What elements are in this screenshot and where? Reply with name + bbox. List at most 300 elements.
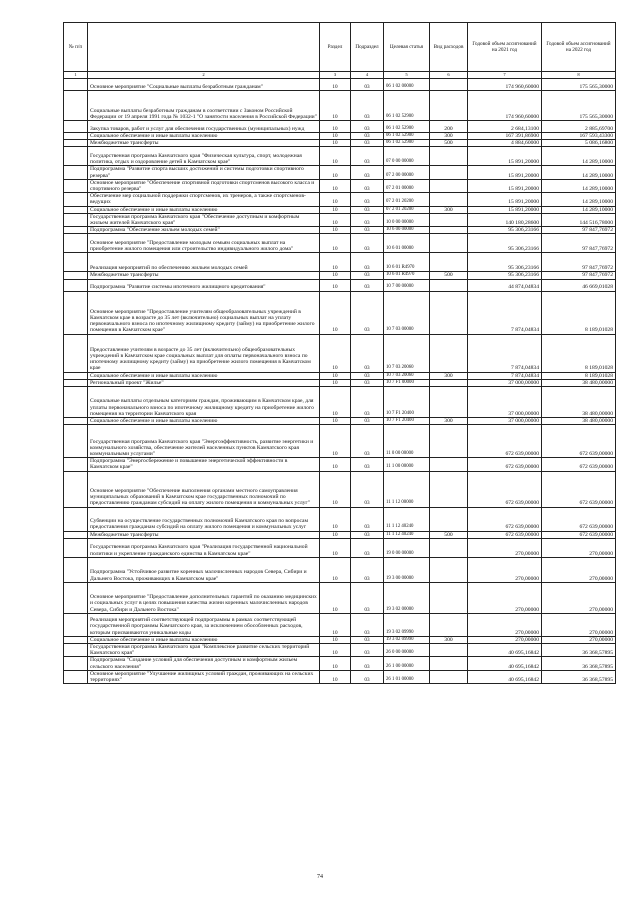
table-row	[64, 670, 616, 683]
table-row	[64, 234, 616, 253]
row-podrazdel-cell: 03	[351, 644, 384, 657]
table-row	[64, 425, 616, 458]
row-sum-2022-cell: 36 368,57895	[542, 644, 616, 657]
row-number-cell	[64, 121, 88, 133]
row-name-cell: Основное мероприятие "Обеспечение выполнения органами местного самоуправления муниципальных образований в Камчатском крае государственных полномочий по предоставлению гражданам субсидий на оплату жилого помещения и коммунальных услуг"	[88, 471, 320, 507]
document-page	[63, 22, 615, 684]
row-podrazdel-cell: 03	[351, 372, 384, 379]
column-number: 5	[384, 72, 430, 79]
row-expense-type-cell: 500	[430, 531, 468, 538]
table-row	[64, 206, 616, 213]
table-row	[64, 213, 616, 226]
row-target-article-cell: 06 1 02 00000	[384, 79, 430, 91]
row-name-cell: Межбюджетные трансферты	[88, 272, 320, 279]
row-podrazdel-cell: 03	[351, 121, 384, 133]
row-sum-2021-cell: 672 639,00000	[468, 507, 542, 531]
row-name-cell: Субвенции на осуществление государственных полномочий Камчатского края по вопросам предоставления гражданам субсидий на оплату жилого помещения и коммунальных услуг	[88, 507, 320, 531]
row-expense-type-cell	[430, 79, 468, 91]
row-name-cell: Государственная программа Камчатского края "Энергоэффективность, развитие энергетики и коммунального хозяйства, обеспечение жителей населенных пунктов Камчатского края коммунальными услугами"	[88, 425, 320, 458]
row-sum-2021-cell: 270,00000	[468, 538, 542, 557]
table-row	[64, 644, 616, 657]
row-number-cell	[64, 425, 88, 458]
row-razdel-cell: 10	[320, 166, 351, 179]
row-podrazdel-cell: 03	[351, 253, 384, 272]
row-target-article-cell: 10 6 01 R4970	[384, 272, 430, 279]
row-sum-2022-cell: 5 086,16800	[542, 140, 616, 147]
table-row	[64, 636, 616, 643]
row-razdel-cell: 10	[320, 636, 351, 643]
row-target-article-cell: 10 7 00 00000	[384, 279, 430, 291]
row-name-cell: Социальное обеспечение и иные выплаты населению	[88, 418, 320, 425]
table-row	[64, 538, 616, 557]
row-expense-type-cell	[430, 279, 468, 291]
table-body	[64, 79, 616, 684]
table-row	[64, 387, 616, 418]
row-name-cell: Межбюджетные трансферты	[88, 140, 320, 147]
row-sum-2022-cell: 270,00000	[542, 636, 616, 643]
row-name-cell: Основное мероприятие "Обеспечение спортивной подготовки спортсменов высокого класса и спортивного резерва"	[88, 179, 320, 192]
row-podrazdel-cell: 03	[351, 458, 384, 471]
table-row	[64, 166, 616, 179]
row-podrazdel-cell: 03	[351, 291, 384, 334]
row-podrazdel-cell: 03	[351, 670, 384, 683]
row-sum-2021-cell: 4 884,60000	[468, 140, 542, 147]
table-row	[64, 418, 616, 425]
row-razdel-cell: 10	[320, 670, 351, 683]
row-podrazdel-cell: 03	[351, 272, 384, 279]
row-name-cell: Социальное обеспечение и иные выплаты населению	[88, 133, 320, 140]
table-row	[64, 227, 616, 234]
table-row	[64, 334, 616, 372]
row-sum-2022-cell: 672 639,00000	[542, 458, 616, 471]
row-target-article-cell: 26 0 00 00000	[384, 644, 430, 657]
row-sum-2022-cell: 672 639,00000	[542, 531, 616, 538]
row-sum-2021-cell: 37 000,00000	[468, 418, 542, 425]
row-target-article-cell: 07 0 00 00000	[384, 147, 430, 166]
row-expense-type-cell	[430, 234, 468, 253]
row-name-cell: Региональный проект "Жилье"	[88, 379, 320, 386]
row-target-article-cell: 19 3 02 09990	[384, 613, 430, 636]
table-row	[64, 272, 616, 279]
row-number-cell	[64, 644, 88, 657]
row-podrazdel-cell: 03	[351, 234, 384, 253]
row-target-article-cell: 06 1 02 52900	[384, 91, 430, 121]
row-razdel-cell: 10	[320, 387, 351, 418]
row-sum-2022-cell: 97 847,76972	[542, 272, 616, 279]
header-podrazdel: Подраздел	[351, 23, 384, 72]
table-row	[64, 613, 616, 636]
row-expense-type-cell	[430, 291, 468, 334]
row-sum-2021-cell: 95 306,23166	[468, 272, 542, 279]
row-target-article-cell: 11 1 12 00000	[384, 471, 430, 507]
row-sum-2022-cell: 270,00000	[542, 538, 616, 557]
row-razdel-cell: 10	[320, 531, 351, 538]
row-expense-type-cell	[430, 387, 468, 418]
row-sum-2022-cell: 672 639,00000	[542, 425, 616, 458]
row-name-cell: Государственная программа Камчатского края "Комплексное развитие сельских территорий Камчатского края"	[88, 644, 320, 657]
row-expense-type-cell	[430, 166, 468, 179]
row-target-article-cell: 06 1 02 52900	[384, 121, 430, 133]
row-razdel-cell: 10	[320, 91, 351, 121]
row-name-cell: Межбюджетные трансферты	[88, 531, 320, 538]
row-expense-type-cell	[430, 458, 468, 471]
row-target-article-cell: 10 7 03 00000	[384, 291, 430, 334]
row-target-article-cell: 10 6 01 R4970	[384, 253, 430, 272]
row-sum-2022-cell: 672 639,00000	[542, 507, 616, 531]
row-sum-2022-cell: 14 289,10000	[542, 179, 616, 192]
row-target-article-cell: 26 1 01 00000	[384, 670, 430, 683]
row-sum-2022-cell: 14 289,10000	[542, 206, 616, 213]
row-podrazdel-cell: 03	[351, 418, 384, 425]
row-podrazdel-cell: 03	[351, 557, 384, 582]
row-razdel-cell: 10	[320, 179, 351, 192]
row-expense-type-cell: 300	[430, 372, 468, 379]
column-number: 3	[320, 72, 351, 79]
row-sum-2022-cell: 270,00000	[542, 582, 616, 613]
row-number-cell	[64, 387, 88, 418]
row-expense-type-cell	[430, 557, 468, 582]
row-number-cell	[64, 582, 88, 613]
table-row	[64, 193, 616, 206]
row-number-cell	[64, 334, 88, 372]
row-target-article-cell: 10 6 01 00000	[384, 234, 430, 253]
row-target-article-cell: 19 3 00 00000	[384, 557, 430, 582]
row-sum-2022-cell: 46 669,01028	[542, 279, 616, 291]
row-number-cell	[64, 147, 88, 166]
row-sum-2022-cell: 97 847,76972	[542, 234, 616, 253]
row-name-cell: Основное мероприятие "Предоставление дополнительных гарантий по оказанию медицинских и социальных услуг в целях повышения качества жизни коренных малочисленных народов Севера, Сибири и Дальнего Востока"	[88, 582, 320, 613]
budget-table	[63, 22, 616, 684]
row-number-cell	[64, 140, 88, 147]
row-podrazdel-cell: 03	[351, 613, 384, 636]
row-target-article-cell: 19 3 02 00000	[384, 582, 430, 613]
row-podrazdel-cell: 03	[351, 147, 384, 166]
row-sum-2021-cell: 270,00000	[468, 613, 542, 636]
row-expense-type-cell: 300	[430, 636, 468, 643]
row-number-cell	[64, 670, 88, 683]
row-number-cell	[64, 613, 88, 636]
row-sum-2021-cell: 40 695,16842	[468, 644, 542, 657]
row-podrazdel-cell: 03	[351, 507, 384, 531]
row-number-cell	[64, 227, 88, 234]
row-sum-2021-cell: 15 891,20000	[468, 206, 542, 213]
row-podrazdel-cell: 03	[351, 636, 384, 643]
row-expense-type-cell	[430, 538, 468, 557]
row-expense-type-cell	[430, 179, 468, 192]
row-sum-2021-cell: 37 000,00000	[468, 387, 542, 418]
row-sum-2021-cell: 95 306,23166	[468, 253, 542, 272]
row-name-cell: Социальное обеспечение и иные выплаты населению	[88, 206, 320, 213]
row-podrazdel-cell: 03	[351, 79, 384, 91]
row-target-article-cell: 07 2 01 00000	[384, 179, 430, 192]
row-number-cell	[64, 557, 88, 582]
row-name-cell: Обеспечение мер социальной поддержки спортсменов, их тренеров, а также спортсменов-ведущих	[88, 193, 320, 206]
row-name-cell: Социальное обеспечение и иные выплаты населению	[88, 636, 320, 643]
row-podrazdel-cell: 03	[351, 582, 384, 613]
row-podrazdel-cell: 03	[351, 379, 384, 386]
row-razdel-cell: 10	[320, 471, 351, 507]
row-expense-type-cell	[430, 227, 468, 234]
row-razdel-cell: 10	[320, 279, 351, 291]
row-sum-2022-cell: 175 565,30000	[542, 79, 616, 91]
table-row	[64, 372, 616, 379]
column-number-row	[64, 72, 616, 79]
row-name-cell: Реализация мероприятий соответствующей подпрограммы в рамках соответствующей государственной программы Камчатского края, за исключением обособленных расходов, которым присваиваются уникальные коды	[88, 613, 320, 636]
row-number-cell	[64, 79, 88, 91]
row-expense-type-cell: 300	[430, 418, 468, 425]
table-row	[64, 91, 616, 121]
row-target-article-cell: 10 0 00 00000	[384, 213, 430, 226]
row-number-cell	[64, 234, 88, 253]
table-row	[64, 471, 616, 507]
row-sum-2021-cell: 7 874,04834	[468, 334, 542, 372]
row-target-article-cell: 10 7 F1 20400	[384, 418, 430, 425]
row-sum-2022-cell: 38 480,00000	[542, 387, 616, 418]
row-podrazdel-cell: 03	[351, 91, 384, 121]
row-razdel-cell: 10	[320, 121, 351, 133]
row-number-cell	[64, 636, 88, 643]
row-number-cell	[64, 166, 88, 179]
row-number-cell	[64, 458, 88, 471]
row-number-cell	[64, 206, 88, 213]
row-number-cell	[64, 372, 88, 379]
row-razdel-cell: 10	[320, 613, 351, 636]
row-sum-2022-cell: 270,00000	[542, 613, 616, 636]
header-year-2021: Годовой объем ассигнований на 2021 год	[468, 23, 542, 72]
table-row	[64, 379, 616, 386]
row-sum-2021-cell: 37 000,00000	[468, 379, 542, 386]
row-expense-type-cell	[430, 582, 468, 613]
row-razdel-cell: 10	[320, 193, 351, 206]
table-row	[64, 140, 616, 147]
row-target-article-cell: 10 7 F1 20400	[384, 387, 430, 418]
column-number: 1	[64, 72, 88, 79]
row-razdel-cell: 10	[320, 79, 351, 91]
row-sum-2022-cell: 38 480,00000	[542, 418, 616, 425]
row-expense-type-cell: 500	[430, 140, 468, 147]
table-row	[64, 179, 616, 192]
row-razdel-cell: 10	[320, 227, 351, 234]
row-sum-2021-cell: 15 891,20000	[468, 193, 542, 206]
row-number-cell	[64, 272, 88, 279]
row-razdel-cell: 10	[320, 291, 351, 334]
row-sum-2022-cell: 38 480,00000	[542, 379, 616, 386]
table-row	[64, 507, 616, 531]
row-podrazdel-cell: 03	[351, 227, 384, 234]
row-expense-type-cell	[430, 253, 468, 272]
row-sum-2021-cell: 270,00000	[468, 557, 542, 582]
row-sum-2021-cell: 95 306,23166	[468, 234, 542, 253]
row-razdel-cell: 10	[320, 372, 351, 379]
row-sum-2021-cell: 672 639,00000	[468, 471, 542, 507]
table-row	[64, 657, 616, 670]
row-expense-type-cell	[430, 379, 468, 386]
row-name-cell: Основное мероприятие "Предоставление молодым семьям социальных выплат на приобретение жилого помещения или строительство индивидуального жилого дома"	[88, 234, 320, 253]
row-sum-2022-cell: 97 847,76972	[542, 227, 616, 234]
row-podrazdel-cell: 03	[351, 166, 384, 179]
header-year-2022: Годовой объем ассигнований на 2022 год	[542, 23, 616, 72]
row-podrazdel-cell: 03	[351, 334, 384, 372]
row-podrazdel-cell: 03	[351, 531, 384, 538]
row-name-cell: Подпрограмма "Устойчивое развитие коренных малочисленных народов Севера, Сибири и Дальнего Востока, проживающих в Камчатском крае"	[88, 557, 320, 582]
row-target-article-cell: 10 7 F1 00000	[384, 379, 430, 386]
row-sum-2021-cell: 270,00000	[468, 582, 542, 613]
row-expense-type-cell	[430, 334, 468, 372]
row-target-article-cell: 06 1 02 52900	[384, 133, 430, 140]
row-expense-type-cell	[430, 644, 468, 657]
row-expense-type-cell: 300	[430, 206, 468, 213]
column-number: 6	[430, 72, 468, 79]
header-no: № п/п	[64, 23, 88, 72]
row-sum-2021-cell: 15 891,20000	[468, 179, 542, 192]
row-sum-2022-cell: 36 368,57895	[542, 670, 616, 683]
row-number-cell	[64, 379, 88, 386]
row-sum-2021-cell: 167 391,86900	[468, 133, 542, 140]
row-target-article-cell: 19 3 02 09990	[384, 636, 430, 643]
row-target-article-cell: 10 6 00 00000	[384, 227, 430, 234]
header-name	[88, 23, 320, 72]
table-header-row	[64, 23, 616, 72]
row-expense-type-cell	[430, 613, 468, 636]
table-row	[64, 279, 616, 291]
row-podrazdel-cell: 03	[351, 179, 384, 192]
table-row	[64, 557, 616, 582]
row-sum-2022-cell: 8 189,01028	[542, 291, 616, 334]
table-row	[64, 531, 616, 538]
row-number-cell	[64, 531, 88, 538]
row-razdel-cell: 10	[320, 334, 351, 372]
row-target-article-cell: 07 2 00 00000	[384, 166, 430, 179]
row-razdel-cell: 10	[320, 582, 351, 613]
row-expense-type-cell	[430, 147, 468, 166]
row-number-cell	[64, 91, 88, 121]
column-number: 2	[88, 72, 320, 79]
row-sum-2022-cell: 8 189,01028	[542, 334, 616, 372]
row-expense-type-cell: 500	[430, 272, 468, 279]
row-name-cell: Социальные выплаты отдельным категориям граждан, проживающим в Камчатском крае, для уплаты первоначального взноса по ипотечному жилищному кредиту на приобретение жилого помещения на территории Камчатского края	[88, 387, 320, 418]
header-razdel: Раздел	[320, 23, 351, 72]
row-expense-type-cell	[430, 193, 468, 206]
row-number-cell	[64, 213, 88, 226]
row-podrazdel-cell: 03	[351, 133, 384, 140]
row-target-article-cell: 11 1 12 40240	[384, 507, 430, 531]
row-sum-2021-cell: 44 874,04834	[468, 279, 542, 291]
row-sum-2021-cell: 15 891,20000	[468, 147, 542, 166]
row-sum-2022-cell: 97 847,76972	[542, 253, 616, 272]
column-number: 4	[351, 72, 384, 79]
row-razdel-cell: 10	[320, 147, 351, 166]
row-name-cell: Подпрограмма "Развитие спорта высших достижений и системы подготовки спортивного резерва"	[88, 166, 320, 179]
row-target-article-cell: 19 0 00 00000	[384, 538, 430, 557]
table-row	[64, 582, 616, 613]
row-number-cell	[64, 471, 88, 507]
row-name-cell: Предоставление учителям в возрасте до 35 лет (включительно) общеобразовательных учреждений в Камчатском крае социальных выплат для оплаты первоначального взноса по ипотечному жилищному кредиту (займу) на приобретение жилого помещения в Камчатском крае	[88, 334, 320, 372]
table-row	[64, 147, 616, 166]
row-name-cell: Реализация мероприятий по обеспечению жильем молодых семей	[88, 253, 320, 272]
row-razdel-cell: 10	[320, 206, 351, 213]
row-razdel-cell: 10	[320, 557, 351, 582]
row-name-cell: Основное мероприятие "Предоставление учителям общеобразовательных учреждений в Камчатском крае в возрасте до 35 лет (включительно) социальных выплат на уплату первоначального взноса по ипотечному жилищному кредиту (займу) на приобретение жилого помещения в Камчатском крае"	[88, 291, 320, 334]
row-sum-2022-cell: 14 289,10000	[542, 147, 616, 166]
row-razdel-cell: 10	[320, 253, 351, 272]
row-sum-2022-cell: 8 189,01028	[542, 372, 616, 379]
table-row	[64, 291, 616, 334]
page-number: 74	[317, 874, 323, 880]
row-podrazdel-cell: 03	[351, 425, 384, 458]
row-name-cell: Государственная программа Камчатского края "Физическая культура, спорт, молодежная политика, отдых и оздоровление детей в Камчатском крае"	[88, 147, 320, 166]
row-number-cell	[64, 133, 88, 140]
row-sum-2022-cell: 14 289,10000	[542, 166, 616, 179]
row-target-article-cell: 11 1 00 00000	[384, 458, 430, 471]
row-sum-2021-cell: 174 960,60000	[468, 79, 542, 91]
table-row	[64, 253, 616, 272]
row-podrazdel-cell: 03	[351, 387, 384, 418]
row-sum-2022-cell: 175 565,30000	[542, 91, 616, 121]
row-razdel-cell: 10	[320, 379, 351, 386]
row-podrazdel-cell: 03	[351, 193, 384, 206]
row-target-article-cell: 11 1 12 40240	[384, 531, 430, 538]
row-target-article-cell: 10 7 03 20060	[384, 372, 430, 379]
row-razdel-cell: 10	[320, 272, 351, 279]
row-target-article-cell: 06 1 02 52900	[384, 140, 430, 147]
row-sum-2021-cell: 672 639,00000	[468, 458, 542, 471]
row-target-article-cell: 11 0 00 00000	[384, 425, 430, 458]
column-number: 7	[468, 72, 542, 79]
row-razdel-cell: 10	[320, 425, 351, 458]
row-name-cell: Подпрограмма "Энергосбережение и повышение энергетической эффективности в Камчатском крае"	[88, 458, 320, 471]
row-expense-type-cell	[430, 670, 468, 683]
row-name-cell: Социальные выплаты безработным гражданам в соответствии с Законом Российской Федерации от 19 апреля 1991 года № 1032-1 "О занятости населения в Российской Федерации"	[88, 91, 320, 121]
row-sum-2022-cell: 36 368,57895	[542, 657, 616, 670]
row-podrazdel-cell: 03	[351, 657, 384, 670]
row-expense-type-cell	[430, 91, 468, 121]
row-razdel-cell: 10	[320, 213, 351, 226]
row-podrazdel-cell: 03	[351, 471, 384, 507]
row-sum-2021-cell: 40 695,16842	[468, 657, 542, 670]
row-expense-type-cell: 200	[430, 121, 468, 133]
row-sum-2021-cell: 174 960,60000	[468, 91, 542, 121]
row-razdel-cell: 10	[320, 538, 351, 557]
header-target-article: Целевая статья	[384, 23, 430, 72]
row-sum-2021-cell: 672 639,00000	[468, 531, 542, 538]
row-name-cell: Основное мероприятие "Улучшение жилищных условий граждан, проживающих на сельских территориях"	[88, 670, 320, 683]
row-podrazdel-cell: 03	[351, 279, 384, 291]
row-name-cell: Основное мероприятие "Социальные выплаты безработным гражданам"	[88, 79, 320, 91]
row-sum-2021-cell: 672 639,00000	[468, 425, 542, 458]
row-expense-type-cell	[430, 471, 468, 507]
row-number-cell	[64, 538, 88, 557]
row-name-cell: Подпрограмма "Обеспечение жильем молодых семей"	[88, 227, 320, 234]
row-podrazdel-cell: 03	[351, 538, 384, 557]
row-razdel-cell: 10	[320, 418, 351, 425]
row-sum-2021-cell: 15 891,20000	[468, 166, 542, 179]
row-name-cell: Государственная программа Камчатского края "Обеспечение доступным и комфортным жильем жителей Камчатского края"	[88, 213, 320, 226]
row-expense-type-cell	[430, 213, 468, 226]
row-number-cell	[64, 418, 88, 425]
row-expense-type-cell	[430, 425, 468, 458]
row-number-cell	[64, 657, 88, 670]
row-expense-type-cell: 300	[430, 133, 468, 140]
row-number-cell	[64, 179, 88, 192]
row-podrazdel-cell: 03	[351, 213, 384, 226]
row-target-article-cell: 07 2 01 20200	[384, 193, 430, 206]
table-row	[64, 458, 616, 471]
row-target-article-cell: 10 7 03 20060	[384, 334, 430, 372]
row-sum-2022-cell: 2 885,69700	[542, 121, 616, 133]
row-name-cell: Социальное обеспечение и иные выплаты населению	[88, 372, 320, 379]
row-sum-2021-cell: 140 180,28600	[468, 213, 542, 226]
row-sum-2022-cell: 672 639,00000	[542, 471, 616, 507]
